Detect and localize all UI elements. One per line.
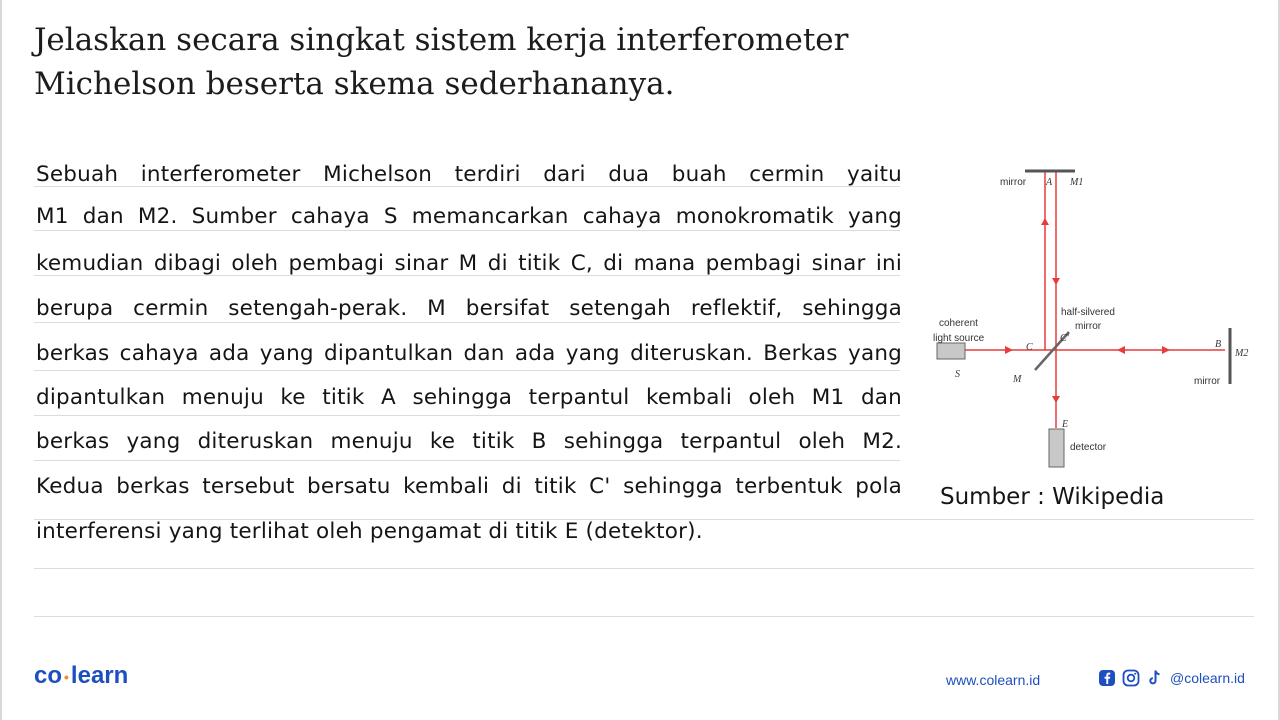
answer-line: M1 dan M2. Sumber cahaya S memancarkan cahaya monokromatik yang: [36, 204, 902, 229]
label-m: M: [1013, 374, 1022, 385]
arrow-down-from-a: [1052, 278, 1060, 285]
arrow-up-to-a: [1041, 218, 1049, 225]
answer-line: berupa cermin setengah-perak. M bersifat setengah reflektif, sehingga: [36, 296, 902, 321]
light-beams: [963, 172, 1225, 428]
social-handle[interactable]: @colearn.id: [1170, 670, 1245, 686]
answer-line: berkas cahaya ada yang dipantulkan dan ada yang diteruskan. Berkas yang: [36, 341, 902, 366]
ruled-line: [34, 415, 900, 416]
michelson-diagram: [925, 160, 1265, 480]
label-s: S: [955, 369, 960, 380]
label-coherent-1: coherent: [939, 318, 978, 329]
logo-left: co: [34, 662, 63, 689]
ruled-line: [34, 568, 1254, 569]
instagram-icon[interactable]: [1122, 669, 1140, 687]
label-b: B: [1215, 339, 1222, 350]
arrow-source-to-c: [1005, 346, 1013, 354]
answer-line: berkas yang diteruskan menuju ke titik B sehingga terpantul oleh M2.: [36, 429, 902, 454]
arrow-from-b: [1117, 346, 1125, 354]
source-caption: Sumber : Wikipedia: [940, 484, 1165, 510]
answer-line: kemudian dibagi oleh pembagi sinar M di titik C, di mana pembagi sinar ini: [36, 251, 902, 276]
label-c: C: [1026, 342, 1033, 353]
ruled-line: [34, 370, 900, 371]
question-line-2: Michelson beserta skema sederhananya.: [34, 66, 675, 102]
label-coherent-2: light source: [933, 333, 985, 344]
answer-line: Kedua berkas tersebut bersatu kembali di titik C' sehingga terbentuk pola: [36, 474, 902, 499]
label-half-silvered-1: half-silvered: [1061, 307, 1115, 318]
question-line-1: Jelaskan secara singkat sistem kerja interferometer: [34, 22, 849, 58]
logo-right: learn: [70, 662, 129, 689]
label-c-prime: C': [1060, 333, 1069, 344]
ruled-line: [34, 616, 1254, 617]
frame-border-left: [0, 0, 2, 720]
answer-line: dipantulkan menuju ke titik A sehingga terpantul kembali oleh M1 dan: [36, 385, 902, 410]
label-a: A: [1046, 177, 1053, 188]
answer-line: interferensi yang terlihat oleh pengamat di titik E (detektor).: [36, 519, 703, 544]
website-link[interactable]: www.colearn.id: [946, 672, 1041, 688]
label-half-silvered-2: mirror: [1075, 321, 1102, 332]
label-detector: detector: [1070, 442, 1107, 453]
logo-dot-icon: •: [64, 668, 69, 685]
label-mirror-top: mirror: [1000, 177, 1027, 188]
ruled-line: [34, 460, 900, 461]
tiktok-icon[interactable]: [1146, 669, 1162, 687]
facebook-icon[interactable]: [1098, 669, 1116, 687]
light-source-box: [937, 343, 965, 359]
question-text: [34, 18, 894, 106]
label-mirror-right: mirror: [1194, 376, 1221, 387]
detector-box: [1049, 429, 1064, 467]
answer-line: Sebuah interferometer Michelson terdiri dari dua buah cermin yaitu: [36, 162, 902, 187]
colearn-logo: [34, 662, 128, 690]
label-m1: M1: [1070, 177, 1084, 188]
arrow-to-detector: [1052, 396, 1060, 403]
social-links: [1098, 669, 1245, 687]
label-e: E: [1062, 419, 1069, 430]
arrow-to-b: [1162, 346, 1170, 354]
label-m2: M2: [1235, 348, 1249, 359]
